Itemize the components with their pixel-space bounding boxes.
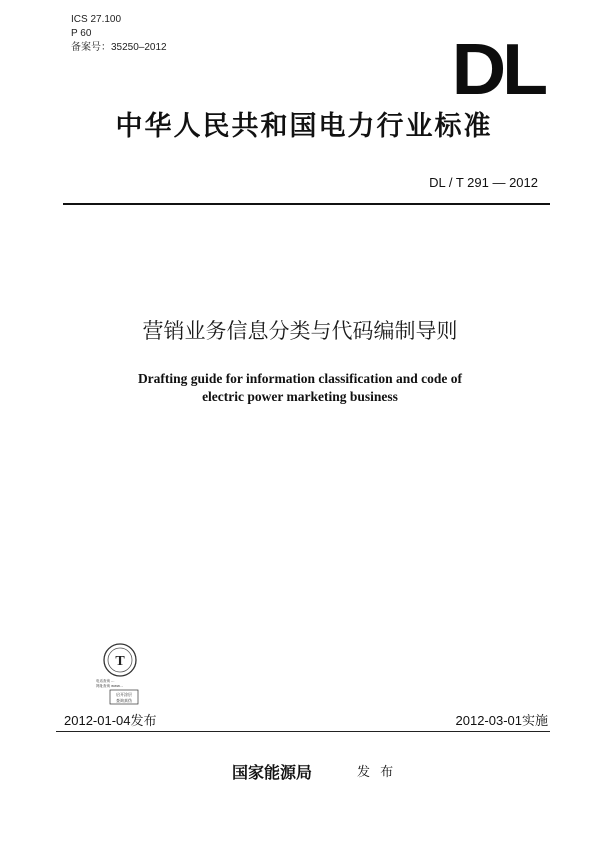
dl-logo: DL	[451, 30, 544, 110]
seal-text-line1: 电话查询 ...	[96, 679, 115, 683]
standard-number: DL / T 291 — 2012	[429, 175, 538, 190]
industry-standard-title: 中华人民共和国电力行业标准	[115, 111, 493, 142]
implementation-date: 2012-03-01实施	[455, 713, 548, 728]
anti-counterfeit-seal-icon	[92, 640, 148, 710]
seal-center-mark: T	[115, 654, 125, 669]
seal-stamp-line2: 查询真伪	[116, 698, 132, 703]
record-number: 备案号：35250–2012	[71, 42, 167, 53]
footer-divider	[56, 731, 550, 732]
publish-label: 发 布	[357, 765, 397, 780]
header-divider	[63, 203, 550, 205]
seal-stamp-line1: 启开涂层	[116, 692, 132, 697]
document-title-english-line1: Drafting guide for information classification and code of	[137, 371, 463, 386]
ics-code: ICS 27.100	[71, 14, 122, 25]
seal-text-line2: 网址查询 www...	[96, 684, 123, 688]
issue-date: 2012-01-04发布	[64, 713, 157, 728]
document-title-chinese: 营销业务信息分类与代码编制导则	[142, 319, 458, 343]
issuing-authority: 国家能源局	[232, 763, 313, 782]
document-title-english-line2: electric power marketing business	[202, 389, 398, 404]
classification-code: P 60	[71, 28, 92, 39]
